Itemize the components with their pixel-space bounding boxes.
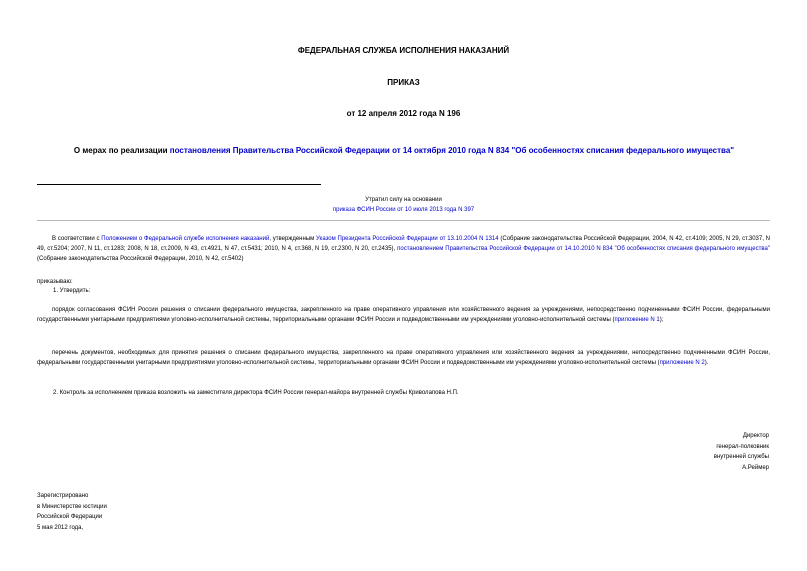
title-resolution-link[interactable]: постановления Правительства Российской Федерации от 14 октября 2010 года N 834 "Об особенностях списания федерального имущества" bbox=[169, 146, 735, 155]
document-title bbox=[55, 146, 753, 156]
order-item-1: 1. Утвердить: bbox=[53, 288, 91, 294]
fsin-regulation-link[interactable]: Положением о Федеральной службе исполнения наказаний bbox=[101, 236, 270, 242]
prikazyvayu-label: приказываю: bbox=[37, 279, 73, 285]
appendix-1-link[interactable]: приложение N 1 bbox=[614, 316, 660, 323]
document-date-number: от 12 апреля 2012 года N 196 bbox=[346, 109, 461, 118]
preamble-text-1: В соответствии с bbox=[52, 236, 102, 242]
order-paragraph-documents bbox=[37, 349, 770, 369]
signature-rank: генерал-полковник bbox=[716, 443, 769, 450]
appendix-2-link[interactable]: приложение N 2 bbox=[659, 359, 705, 366]
signature-service: внутренней службы bbox=[713, 454, 769, 460]
presidential-decree-link[interactable]: Указом Президента Российской Федерации от 13.10.2004 N 1314 bbox=[316, 236, 499, 242]
document-type: ПРИКАЗ bbox=[387, 78, 420, 87]
registration-line-4: 5 мая 2012 года, bbox=[37, 524, 84, 531]
signature-position: Директор bbox=[742, 433, 769, 439]
documents-end: ). bbox=[704, 359, 709, 366]
order-item-2: 2. Контроль за исполнением приказа возложить на заместителя директора ФСИН России генерал-майора внутренней службы Криволапова Н.П. bbox=[53, 390, 459, 396]
registration-line-1: Зарегистрировано bbox=[37, 493, 89, 499]
status-separator bbox=[37, 220, 770, 221]
title-prefix: О мерах по реализации bbox=[73, 146, 170, 155]
preamble-text-4: (Собрание законодательства Российской Федерации, 2010, N 42, ст.5402) bbox=[37, 255, 244, 262]
repeal-order-link[interactable]: приказа ФСИН России от 10 июля 2013 года N 397 bbox=[332, 207, 475, 213]
agency-name: ФЕДЕРАЛЬНАЯ СЛУЖБА ИСПОЛНЕНИЯ НАКАЗАНИЙ bbox=[297, 46, 510, 55]
status-line-2 bbox=[0, 206, 807, 216]
title-separator bbox=[37, 184, 321, 185]
procedure-end: ); bbox=[659, 316, 664, 323]
registration-line-3: Российской Федерации bbox=[37, 514, 103, 520]
procedure-text: порядок согласования ФСИН России решения о списании федерального имущества, закрепленного на праве оперативного управления или хозяйственного ведения за учреждениями, непосредственно подчиненными ФСИН России, федеральными государственными унитарными предприятиями уголовно-исполнительной системы, территориальными органами ФСИН России и подведомственными им учреждениями уголовно-исполнительной системы ( bbox=[37, 307, 770, 323]
government-resolution-link[interactable]: постановлением Правительства Российской Федерации от 14.10.2010 N 834 "Об особенностях списания федерального имущества" bbox=[397, 245, 770, 252]
status-text: Утратил силу на основании bbox=[365, 197, 442, 203]
documents-text: перечень документов, необходимых для принятия решения о списании федерального имущества, закрепленного на праве оперативного управления или хозяйственного ведения за учреждениями, непосредственно подчиненными ФСИН России, федеральными государственными унитарными предприятиями уголовно-исполнительной системы, территориальными органами ФСИН России и подведомственными им учреждениями уголовно-исполнительной системы ( bbox=[37, 350, 770, 366]
preamble-text-3: (Собрание законодательства Российской Федерации, 2004, N 42, ст.4109; 2005, N 29, ст.3037, N 49, ст.5204; 2007, N 11, ст.1283; 2008, N 18, ст.2009, N 43, ст.4921, N 47, ст.5431; 2010, N 4, ст.368, N 19, ст.2300, N 20, ст.2435), bbox=[37, 236, 771, 252]
registration-block bbox=[37, 491, 107, 533]
preamble-paragraph bbox=[37, 235, 770, 264]
order-paragraph-procedure bbox=[37, 306, 770, 326]
signature-block bbox=[714, 431, 769, 473]
preamble-text-2: , утвержденным bbox=[269, 236, 317, 242]
signature-name: А.Реймер bbox=[742, 464, 769, 471]
registration-line-2: в Министерстве юстиции bbox=[37, 503, 107, 510]
